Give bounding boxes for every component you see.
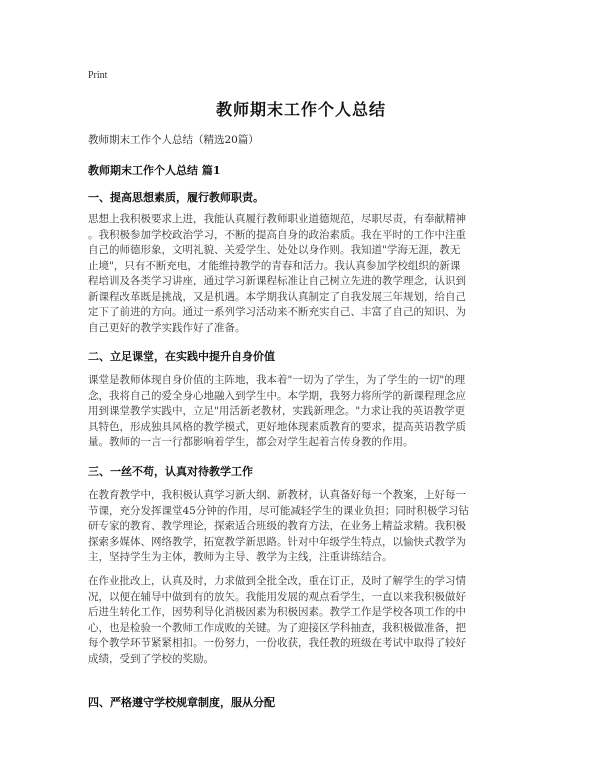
paragraph-line: 新课程改革既是挑战，又是机遇。本学期我认真制定了自我发展三年规划，给自己 [88,290,466,303]
paragraph-line: 用到课堂教学实践中，立足"用活新老教材，实践新理念。"力求让我的英语教学更 [88,405,466,417]
paragraph-line: 具特色，形成独具风格的教学模式，更好地体现素质教育的要求，提高英语教学质 [88,420,466,433]
paragraph-line: 心，也是检验一个教师工作成败的关键。为了迎接区学科抽查，我积极做准备，把 [88,621,466,634]
paragraph-line: 自己更好的教学实践作好了准备。 [88,321,246,334]
paragraph-line: 在作业批改上，认真及时，力求做到全批全改，重在订正，及时了解学生的学习情 [88,575,466,587]
paragraph-line: 定下了前进的方向。通过一系列学习活动来不断充实自己、丰富了自己的知识、为 [88,306,466,318]
section-3-paragraph-1 [88,488,512,566]
section-heading-1: 一、提高思想素质，履行教师职责。 [88,191,264,204]
paragraph-line: 。我积极参加学校政治学习，不断的提高自身的政治素质。我在平时的工作中注重 [88,228,466,241]
page-title: 教师期末工作个人总结 [215,100,386,119]
paragraph-line: 研专家的教育、教学理论，探索适合班级的教育方法，在业务上精益求精。我积极 [88,520,466,532]
paragraph-line: 节课，充分发挥课堂45分钟的作用，尽可能减轻学生的课业负担；同时积极学习钻 [88,504,469,517]
paragraph-line: 量。教师的一言一行都影响着学生，都会对学生起着言传身教的作用。 [88,436,414,448]
paragraph-line: 成绩，受到了学校的奖励。 [88,652,214,665]
section-2-paragraph-1 [88,373,512,451]
paragraph-line: 主，坚持学生为主体，教师为主导、教学为主线，注重讲练结合。 [88,551,393,563]
paragraph-line: 后进生转化工作，因势利导化消极因素为积极因素。教学工作是学校各项工作的中 [88,606,466,618]
section-heading-4: 四、严格遵守学校规章制度，服从分配 [88,696,275,709]
paragraph-line: 在教育教学中，我积极认真学习新大纲、新教材，认真备好每一个教案，上好每一 [88,489,466,501]
paragraph-line: 程培训及各类学习讲座，通过学习新课程标准让自己树立先进的教学理念，认识到 [88,275,466,287]
paragraph-line: 每个教学环节紧紧相扣。一份努力，一份收获，我任教的班级在考试中取得了较好 [88,637,466,649]
paragraph-line: 况，以便在辅导中做到有的放矢。我能用发展的观点看学生，一直以来我积极做好 [88,590,466,603]
document-subtitle: 教师期末工作个人总结（精选20篇） [88,134,259,146]
print-link[interactable]: Print [88,70,108,81]
section-1-paragraph-1 [88,212,512,336]
section-heading-2: 二、立足课堂，在实践中提升自身价值 [88,350,275,363]
paragraph-line: 课堂是教师体现自身价值的主阵地，我本着"一切为了学生，为了学生的一切"的理 [88,374,466,386]
paragraph-line: 止境"，只有不断充电，才能维持教学的青春和活力。我认真参加学校组织的新课 [88,259,461,272]
section-heading-3: 三、一丝不苟，认真对待教学工作 [88,465,253,478]
paragraph-line: 探索多媒体、网络教学，拓宽教学新思路。针对中年级学生特点，以愉快式教学为 [88,535,466,548]
article-heading: 教师期末工作个人总结 篇1 [88,164,221,177]
paragraph-line: 念，我将自己的爱全身心地融入到学生中。本学期，我努力将所学的新课程理念应 [88,389,466,402]
section-3-paragraph-2 [88,574,512,667]
paragraph-line: 自己的师德形象，文明礼貌、关爱学生、处处以身作则。我知道"学海无涯，教无 [88,244,461,256]
paragraph-line: 思想上我积极要求上进，我能认真履行教师职业道德规范，尽职尽责，有奉献精神 [88,213,466,225]
